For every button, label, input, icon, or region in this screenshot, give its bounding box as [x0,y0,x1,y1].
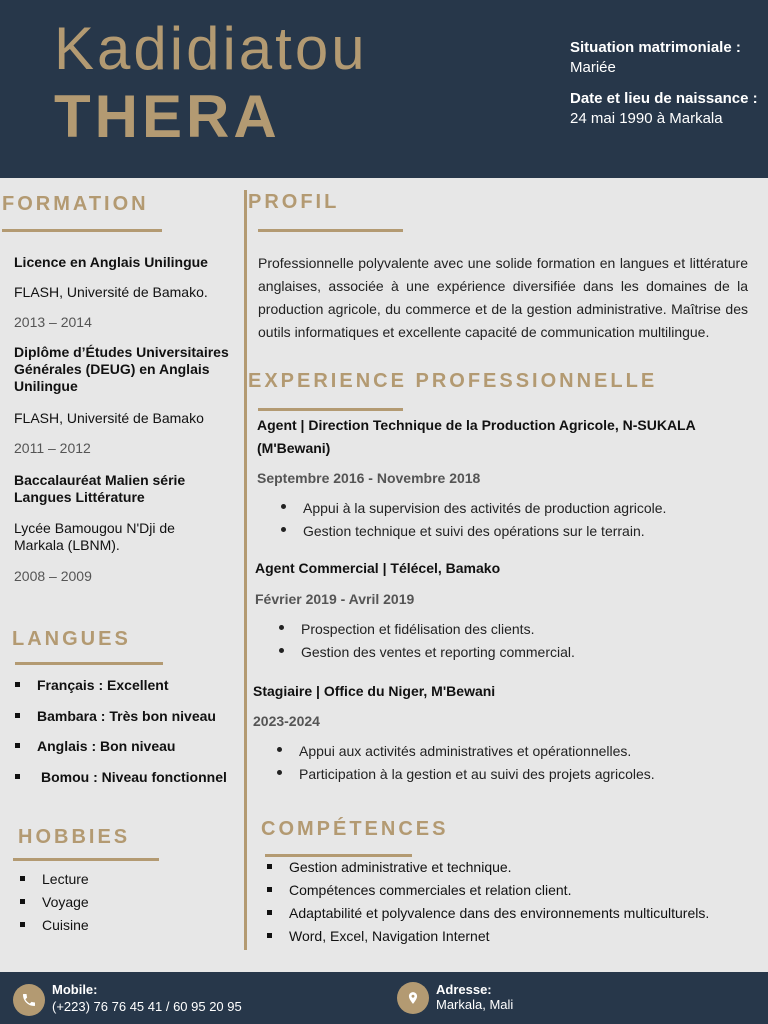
formation-title: FORMATION [2,193,149,215]
formation-degree: Licence en Anglais Unilingue [14,254,208,270]
task-item: Prospection et fidélisation des clients. [279,620,575,643]
hobbies-title: HOBBIES [18,826,131,848]
hobby-item: Voyage [20,894,89,917]
experience-title: EXPERIENCE PROFESSIONNELLE [248,370,658,392]
competences-title: COMPÉTENCES [261,818,449,840]
job-tasks [281,499,666,545]
competence-item: Adaptabilité et polyvalence dans des environnements multiculturels. [267,905,709,928]
marital-status [570,38,741,78]
header [0,0,768,178]
formation-years: 2008 – 2009 [14,568,92,584]
experience-rule [258,408,403,411]
hobbies-rule [13,858,159,861]
profil-rule [258,229,403,232]
formation-school: FLASH, Université de Bamako [14,410,204,426]
competence-item: Word, Excel, Navigation Internet [267,928,709,951]
birth-label: Date et lieu de naissance : [570,90,758,107]
langues-list [14,677,227,799]
competences-list [267,859,709,951]
language-item: Bambara : Très bon niveau [14,708,227,739]
address-label: Adresse: [436,982,492,997]
formation-years: 2011 – 2012 [14,440,91,456]
task-item: Appui aux activités administratives et opérationnelles. [277,742,655,765]
language-item: Bomou : Niveau fonctionnel [14,769,227,800]
formation-school: Lycée Bamougou N'Dji de Markala (LBNM). [14,520,175,553]
language-item: Français : Excellent [14,677,227,708]
task-item: Gestion des ventes et reporting commercial. [279,643,575,666]
competence-item: Gestion administrative et technique. [267,859,709,882]
task-item: Gestion technique et suivi des opérations sur le terrain. [281,522,666,545]
competence-item: Compétences commerciales et relation client. [267,882,709,905]
profil-text: Professionnelle polyvalente avec une solide formation en langues et littérature anglaises, associée à une expérience diversifiée dans les domaines de la production agricole, du commerce et de la gestion administrative. Maîtrise des outils informatiques et excellente capacité de communication multilingue. [258,255,748,340]
last-name: THERA [54,83,281,150]
job-dates: 2023-2024 [253,713,320,729]
job-dates: Septembre 2016 - Novembre 2018 [257,470,481,486]
langues-rule [15,662,163,665]
hobbies-list [20,871,89,940]
job-tasks [277,742,655,788]
birth-value: 24 mai 1990 à Markala [570,110,723,127]
job-tasks [279,620,575,666]
competences-rule [265,854,412,857]
hobby-item: Lecture [20,871,89,894]
task-item: Appui à la supervision des activités de production agricole. [281,499,666,522]
mobile-label: Mobile: [52,982,98,997]
marital-status-label: Situation matrimoniale : [570,39,741,56]
job-title: Agent Commercial | Télécel, Bamako [255,560,501,576]
footer [0,972,768,1024]
formation-years: 2013 – 2014 [14,314,92,330]
formation-degree: Diplôme d’Études Universitaires Générales (DEUG) en Anglais Unilingue [14,344,229,394]
formation-rule [2,229,162,232]
address-value: Markala, Mali [436,997,514,1012]
hobby-item: Cuisine [20,917,89,940]
language-item: Anglais : Bon niveau [14,738,227,769]
task-item: Participation à la gestion et au suivi des projets agricoles. [277,765,655,788]
profil-title: PROFIL [248,191,340,213]
first-name: Kadidiatou [54,15,368,82]
formation-school: FLASH, Université de Bamako. [14,284,208,300]
phone-icon [13,984,45,1016]
marital-status-value: Mariée [570,59,616,76]
mobile-value[interactable]: (+223) 76 76 45 41 / 60 95 20 95 [52,999,242,1014]
langues-title: LANGUES [12,628,131,650]
job-title: Agent | Direction Technique de la Production Agricole, N-SUKALA (M'Bewani) [257,417,696,456]
location-pin-icon [397,982,429,1014]
formation-degree: Baccalauréat Malien série Langues Littérature [14,472,186,505]
column-divider [244,190,247,950]
birth-info [570,89,758,129]
job-title: Stagiaire | Office du Niger, M'Bewani [253,683,496,699]
job-dates: Février 2019 - Avril 2019 [255,591,415,607]
